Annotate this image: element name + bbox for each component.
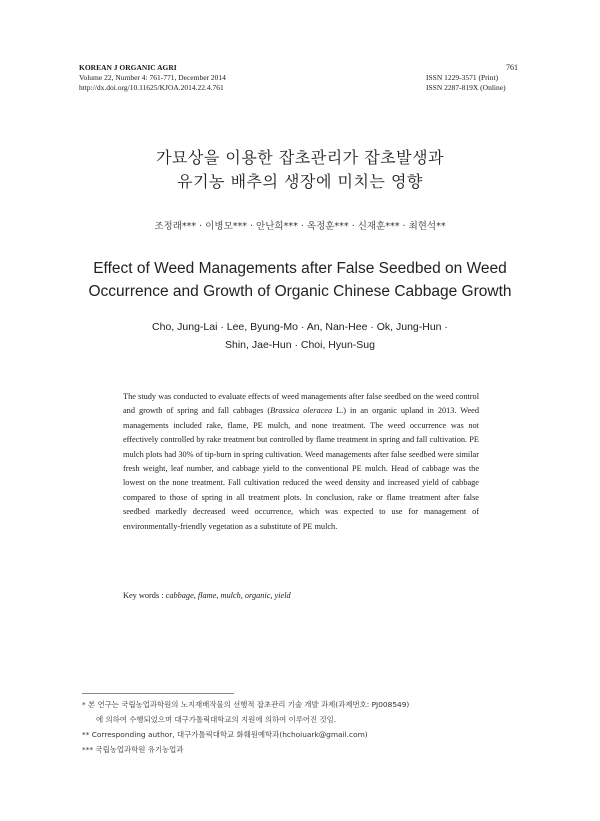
english-title-line-1: Effect of Weed Managements after False Seedbed on Weed [93,260,507,277]
keywords-list: cabbage, flame, mulch, organic, yield [165,591,291,600]
korean-title [0,146,600,194]
volume-info: Volume 22, Number 4: 761-771, December 2014 [79,73,226,82]
footnote-funding-line-1: * 본 연구는 국립농업과학원의 노지재배작물의 선행적 잡초관리 기술 개발 과제(과제번호: PJ008549) [82,700,410,709]
running-header-right [426,63,506,93]
doi-link[interactable]: http://dx.doi.org/10.11625/KJOA.2014.22.4.761 [79,83,224,92]
footnote-divider [82,693,234,694]
english-authors-line-2: Shin, Jae-Hun · Choi, Hyun-Sug [225,339,375,351]
english-authors [0,318,600,354]
english-title-line-2: Occurrence and Growth of Organic Chinese Cabbage Growth [88,283,512,300]
footnote-affiliation: *** 국립농업과학원 유기농업과 [82,745,184,754]
running-header-left [79,63,226,93]
korean-title-line-2: 유기농 배추의 생장에 미치는 영향 [177,172,423,191]
korean-title-line-1: 가묘상을 이용한 잡초관리가 잡초발생과 [155,148,444,167]
page-number: 761 [506,63,518,72]
abstract-species-name: Brassica oleracea [270,406,333,416]
english-authors-line-1: Cho, Jung-Lai · Lee, Byung-Mo · An, Nan-Hee · Ok, Jung-Hun · [152,321,448,333]
footnotes [82,697,522,757]
footnote-funding-line-2: 에 의하여 수행되었으며 대구가톨릭대학교의 지원에 의하여 이루어진 것임. [96,715,337,724]
korean-authors: 조정래*** · 이병모*** · 안난희*** · 옥정훈*** · 신재훈*** · 최현석** [154,221,446,232]
journal-name: KOREAN J ORGANIC AGRI [79,63,177,72]
footnote-corresponding-author: ** Corresponding author, 대구가톨릭대학교 화훼원예학과(hchoiuark@gmail.com) [82,730,368,739]
issn-online: ISSN 2287-819X (Online) [426,83,506,92]
abstract-text-1: The study was conducted to evaluate effects of weed managements after false seedbed on the weed control and growth of spring and fall cabbages ( [123,392,479,416]
abstract [123,390,479,534]
abstract-text-2: L.) in an organic upland in 2013. Weed managements included rake, flame, PE mulch, and none treatment. The weed occurrence was not effectively controlled by rake treatment but controlled by flame treatment in spring and fall cultivation. PE mulch plots had 30% of tip-burn in spring cultivation. Weed managements after false seedbed were similar fresh weight, leaf number, and cabbage yield to the conventional PE mulch. Head of cabbage was the lowest on the none treatment. Fall cultivation reduced the weed density and increased yield of cabbage compared to those of spring in all treatment plots. In conclusion, rake or flame treatment after false seedbed markedly decreased weed occurrence, which was expected to use for management of environmentally-friendly vegetation as a substitute of PE mulch. [123,406,479,531]
english-title [0,257,600,303]
keywords-label: Key words : [123,591,166,600]
keywords [123,591,291,600]
issn-print: ISSN 1229-3571 (Print) [426,73,499,82]
